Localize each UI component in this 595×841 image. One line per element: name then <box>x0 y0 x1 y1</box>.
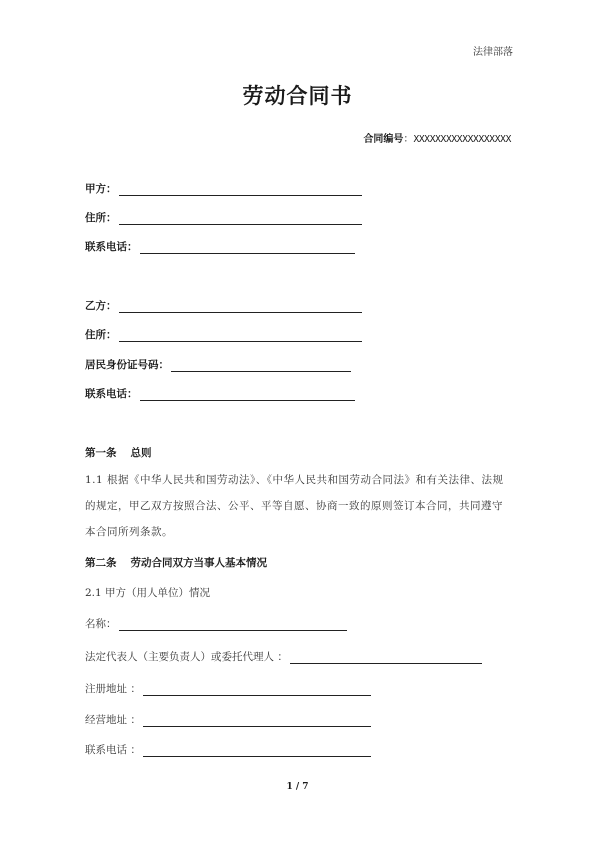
employer-reg-address-field <box>85 681 371 696</box>
party-a-phone-line[interactable] <box>140 241 355 254</box>
employer-name-line[interactable] <box>119 618 347 631</box>
contract-number-value: XXXXXXXXXXXXXXXXXX <box>413 134 511 145</box>
employer-biz-address-line[interactable] <box>143 714 371 727</box>
party-b-id-line[interactable] <box>171 359 351 372</box>
employer-reg-address-label: 注册地址 ： <box>85 683 141 695</box>
party-b-name-field <box>85 298 362 313</box>
employer-phone-line[interactable] <box>143 744 371 757</box>
party-b-id-field <box>85 357 351 372</box>
article-1-heading: 总则 <box>130 447 152 459</box>
party-a-name-label: 甲方： <box>85 183 117 195</box>
article-1-paragraph: 1.1 根据《中华人民共和国劳动法》、《中华人民共和国劳动合同法》和有关法律、法规的规定，甲乙双方按照合法、公平、平等自愿、协商一致的原则签订本合同，共同遵守本合同所列条款。 <box>85 474 504 538</box>
employer-rep-line[interactable] <box>290 651 482 664</box>
employer-name-label: 名称： <box>85 618 117 630</box>
employer-phone-label: 联系电话 ： <box>85 744 141 756</box>
party-b-address-label: 住所： <box>85 329 117 341</box>
party-b-phone-label: 联系电话： <box>85 388 138 400</box>
header-tag: 法律部落 <box>473 47 513 58</box>
party-b-phone-line[interactable] <box>140 388 355 401</box>
document-title: 劳动合同书 <box>242 84 353 108</box>
page-number: 1 / 7 <box>286 782 309 792</box>
article-2-heading: 劳动合同双方当事人基本情况 <box>130 557 267 569</box>
party-a-phone-field <box>85 239 355 254</box>
employer-phone-field <box>85 742 371 757</box>
article-2-title <box>85 555 267 570</box>
party-b-name-line[interactable] <box>119 300 362 313</box>
party-b-address-line[interactable] <box>119 329 362 342</box>
article-2-number: 第二条 <box>85 557 117 569</box>
party-b-name-label: 乙方： <box>85 300 117 312</box>
party-a-address-field <box>85 210 362 225</box>
party-a-address-label: 住所： <box>85 212 117 224</box>
article-2-subsection <box>85 585 210 600</box>
employer-rep-field <box>85 649 482 664</box>
contract-number <box>363 130 511 145</box>
employer-rep-label: 法定代表人（主要负责人）或委托代理人 ： <box>85 651 288 663</box>
article-1-number: 第一条 <box>85 447 117 459</box>
employer-biz-address-label: 经营地址 ： <box>85 714 141 726</box>
party-a-phone-label: 联系电话： <box>85 241 138 253</box>
contract-number-label: 合同编号 <box>363 134 404 145</box>
article-1-title <box>85 445 152 460</box>
party-b-phone-field <box>85 386 355 401</box>
party-a-name-line[interactable] <box>119 183 362 196</box>
article-2-subsection-text: 2.1 甲方（用人单位）情况 <box>85 587 211 599</box>
party-a-name-field <box>85 181 362 196</box>
contract-number-sep: ： <box>403 134 414 145</box>
employer-biz-address-field <box>85 712 371 727</box>
party-a-address-line[interactable] <box>119 212 362 225</box>
employer-name-field <box>85 616 347 631</box>
party-b-address-field <box>85 327 362 342</box>
party-b-id-label: 居民身份证号码： <box>85 359 169 371</box>
employer-reg-address-line[interactable] <box>143 683 371 696</box>
